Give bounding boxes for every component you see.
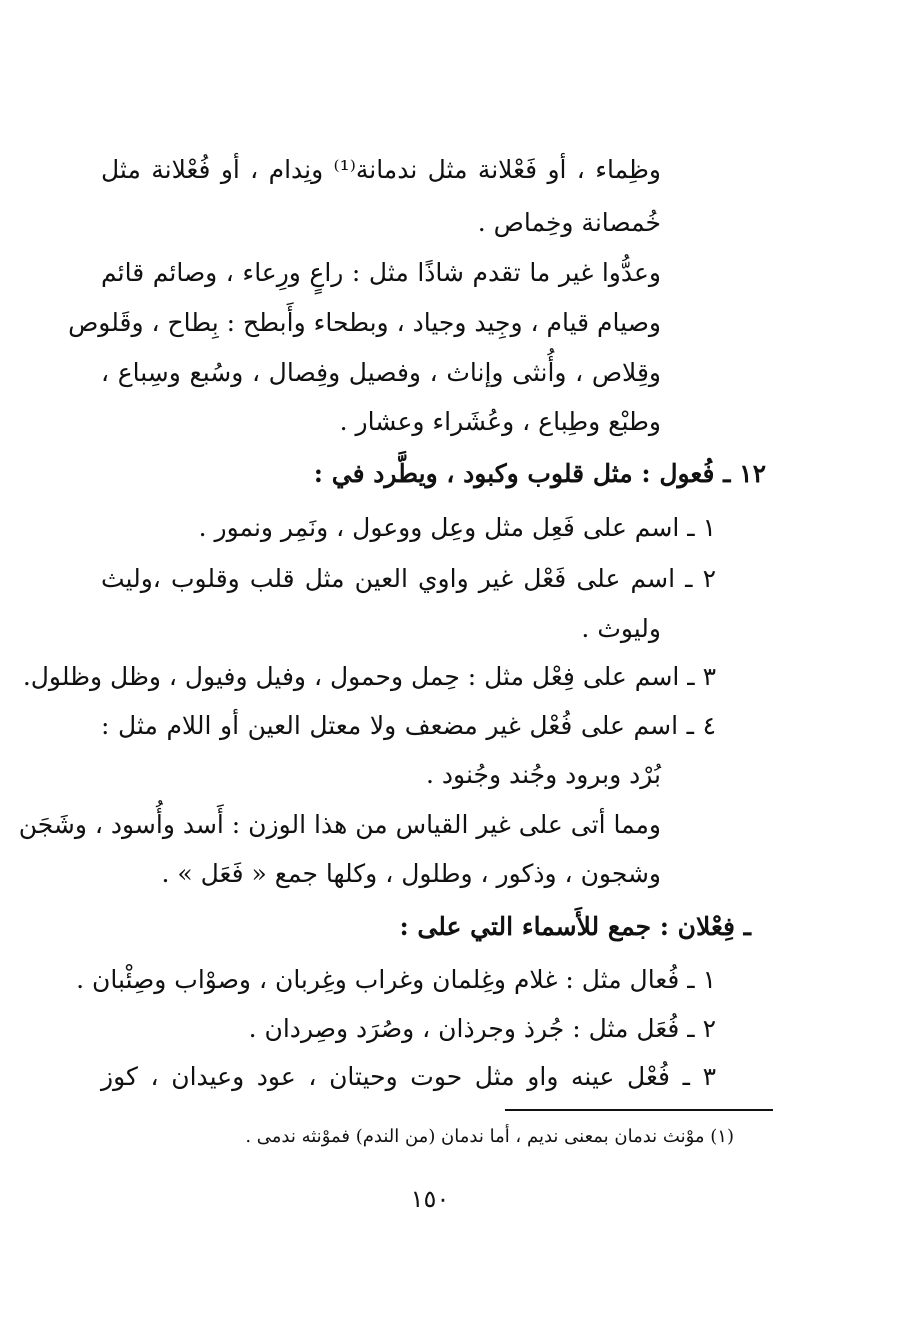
list-item: ٢ ـ اسم على فَعْل غير واوي العين مثل قلب وقلوب ،وليث bbox=[101, 564, 716, 593]
paragraph-line: وصيام قيام ، وجِيد وجياد ، وبطحاء وأَبطح : بِطاح ، وقَلوص bbox=[68, 308, 661, 337]
paragraph-line: ومما أتى على غير القياس من هذا الوزن : أَسد وأُسود ، وشَجَن bbox=[18, 810, 661, 839]
paragraph-line: وطبْع وطِباع ، وعُشَراء وعشار . bbox=[339, 407, 661, 436]
paragraph-line: وظِماء ، أو فَعْلانة مثل ندمانة⁽¹⁾ ونِدام ، أو فُعْلانة مثل bbox=[101, 155, 661, 184]
list-item-continuation: بُرْد وبرود وجُند وجُنود . bbox=[426, 760, 661, 789]
footnote-divider bbox=[505, 1109, 773, 1111]
section-13-heading: ـ فِعْلان : جمع للأَسماء التي على : bbox=[399, 912, 751, 941]
list-item: ٣ ـ اسم على فِعْل مثل : حِمل وحمول ، وفيل وفيول ، وظل وظلول. bbox=[22, 662, 716, 691]
footnote: (١) موْنث ندمان بمعنى نديم ، أما ندمان (من الندم) فموْنثه ندمى . bbox=[245, 1126, 734, 1147]
section-12-heading: ١٢ ـ فُعول : مثل قلوب وكبود ، ويطَّرد في : bbox=[313, 459, 766, 488]
list-item: ١ ـ اسم على فَعِل مثل وعِل ووعول ، ونَمِر ونمور . bbox=[198, 513, 716, 542]
paragraph-line: وعدُّوا غير ما تقدم شاذًا مثل : راعٍ ورِعاء ، وصائم قائم bbox=[101, 258, 661, 287]
paragraph-line: وقِلاص ، وأُنثى وإناث ، وفصيل وفِصال ، وسُبع وسِباع ، bbox=[101, 358, 661, 387]
paragraph-line: وشجون ، وذكور ، وطلول ، وكلها جمع « فَعَل » . bbox=[161, 859, 661, 888]
list-item-continuation: وليوث . bbox=[581, 614, 661, 643]
page-number: ١٥٠ bbox=[410, 1185, 450, 1213]
list-item: ٤ ـ اسم على فُعْل غير مضعف ولا معتل العين أو اللام مثل : bbox=[101, 711, 716, 740]
list-item: ٢ ـ فُعَل مثل : جُرذ وجرذان ، وصُرَد وصِردان . bbox=[248, 1014, 716, 1043]
list-item: ١ ـ فُعال مثل : غلام وغِلمان وغراب وغِربان ، وصوْاب وصِئْبان . bbox=[76, 965, 716, 994]
paragraph-line: خُمصانة وخِماص . bbox=[477, 208, 661, 237]
list-item: ٣ ـ فُعْل عينه واو مثل حوت وحيتان ، عود وعيدان ، كوز bbox=[101, 1062, 716, 1091]
